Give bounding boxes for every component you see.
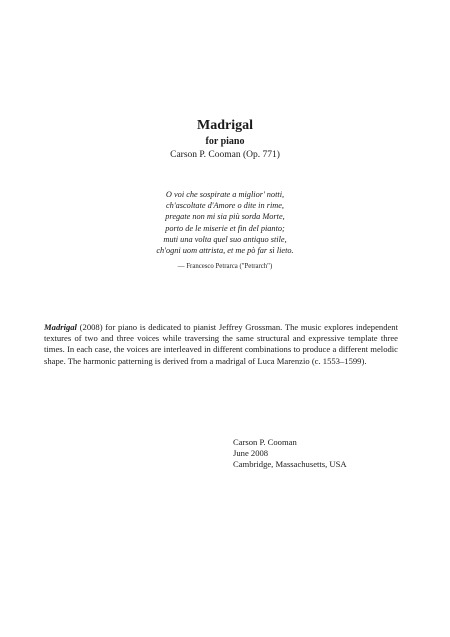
- signature-name: Carson P. Cooman: [233, 437, 297, 447]
- page-title: Madrigal: [197, 118, 253, 133]
- poem-line: ch'ogni uom attrista, et me pò far sì lieto.: [156, 246, 294, 256]
- epigraph-attribution: — Francesco Petrarca ("Petrarch"): [177, 263, 273, 270]
- poem-line: porto de le miserie et fin del pianto;: [165, 223, 285, 233]
- poem-line: pregate non mi sia più sorda Morte,: [165, 212, 285, 222]
- poem-line: muti una volta quel suo antiquo stile,: [163, 234, 287, 244]
- program-note-work-title: Madrigal: [44, 322, 77, 332]
- poem-line: O voi che sospirate a miglior' notti,: [165, 190, 285, 199]
- signature-place: Cambridge, Massachusetts, USA: [233, 459, 347, 470]
- composer-credit: Carson P. Cooman (Op. 771): [170, 150, 280, 160]
- program-note: [44, 322, 398, 367]
- poem-line: ch'ascoltate d'Amore o dite in rime,: [166, 201, 284, 211]
- signature-date: June 2008: [233, 448, 269, 459]
- instrumentation-subtitle: for piano: [205, 136, 245, 147]
- signature-block: [233, 437, 347, 471]
- epigraph-poem: [0, 189, 450, 256]
- program-note-text: (2008) for piano is dedicated to pianist Jeffrey Grossman. The music explores independent textures of two and three voices while traversing the same structural and expressive template three times. In each case, the voices are interleaved in different combinations to produce a different melodic shape. The harmonic patterning is derived from a madrigal of Luca Marenzio (c. 1553–1599).: [44, 322, 398, 366]
